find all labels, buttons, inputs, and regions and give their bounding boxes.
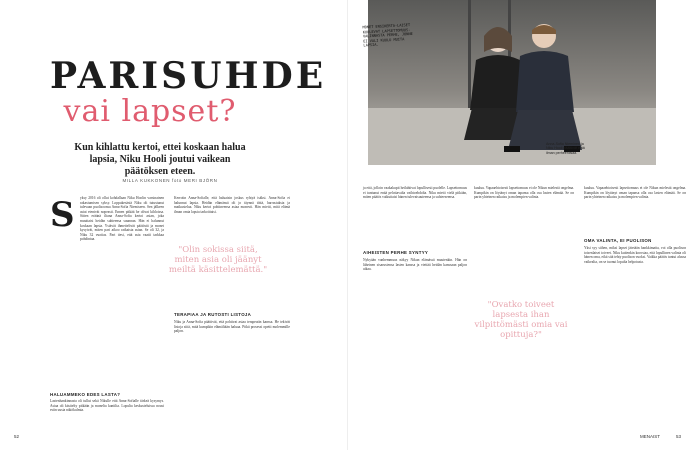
right-column-2-text: kuuluu. Vapaaehtoisesti lapsettomuus ei ole Nikun mielestä ongelma. Kumpikin on löytänyt oman tapansa olla osa lasten elämää. Se on parin yhteinen ratkaisu ja molempien valinta.	[474, 186, 574, 200]
subhead-left-2: TERAPIAA JA RUTOSTI LISTOJA	[174, 312, 252, 317]
headline-line2: vai lapset?	[63, 94, 237, 129]
left-column-1-intro: yksy 2016 oli ollut kohdallaan Niku Hoolin varsinainen rakastumisen syksy. Loppukesästä Niku oli tutustunut tulevaan puolisoonsa Anna-Sofia Niemiseen. Sen jälkeen asiat etenivät nopeasti. Ennen pitkää he olivat kihloissa. Sitten eräänä iltana Anna-Sofia kertoi asian, joka muuttaisi heidän suhteensa suunnan. Hän ei halunnut koskaan lapsia. Ystävät ihmettelivät päätöstä ja monet kysyivät, miten pari aikoo ratkaista asian. Se oli 32, ja Niku 32 vuotias. Pari tiesi, että asia vaatii tarkkaa pohdintaa.	[80, 196, 164, 242]
byline: MILLA KUKKONEN foto MERI BJÖRN	[122, 178, 218, 183]
subhead-right-2: OMA VALINTA, EI PUOLISON	[584, 238, 652, 243]
subhead-left: HALUAMMEKO EDES LASTA?	[50, 392, 121, 397]
pull-quote-right: "Ovatko toiveet lapsesta ihan vilpittömästi omia vai opittuja?"	[474, 300, 568, 340]
right-column-3-intro: kuuluu. Vapaaehtoisesti lapsettomuus ei ole Nikun mielestä ongelma. Kumpikin on löytänyt oman tapansa olla osa lasten elämää. Se on parin yhteinen ratkaisu ja molempien valinta.	[584, 186, 686, 200]
right-column-1-text: ja että, jolloin vaakakupit heilahtivat lopullisesti puolelle. Lapsettomuus ei tuntunut enää pelottavalta vaihtoehdolta. Niku mietti vielä pitkään, miten päätös vaikuttaisi hänen tulevaisuuteensa ja suhteeseensa.	[363, 186, 467, 200]
pull-quote-left: "Olin sokissa siitä, miten asia oli jäänyt meiltä käsittelemättä."	[168, 245, 268, 275]
folio-right: 53	[676, 434, 682, 439]
left-column-2-text: Kerrotin Anna-Sofialle, että haluaisin joskus ryhtyä isäksi. Anna-Sofia ei halunnut lapsia. Heidän elämänsä oli jo täynnä töitä, harrastuksia ja matkustelua. Niku kertoi pohtineensa asiaa monesti. Hän mietti, mitä elämä ilman omia lapsia tarkoittaisi.	[174, 196, 290, 214]
page-gutter	[347, 0, 348, 450]
left-column-2-end: Niku ja Anna-Sofia päättivät, että pohtivat asiaa terapeutin kanssa. He tekivät listoja siitä, mitä kumpikin elämältään haluaa. Pitkä prosessi opetti molemmille paljon.	[174, 320, 290, 334]
lead-paragraph: Kun kihlattu kertoi, ettei koskaan halua lapsia, Niku Hooli joutui vaikean päätöksen eteen.	[74, 142, 246, 177]
folio-left: 52	[14, 434, 20, 439]
left-column-1-end: Lastenhankinnasta oli tullut sekä Nikulle että Anna-Sofialle tärkeä kysymys. Asiaa oli käsitelty pitkään ja monelta kantilta. Lopulta keskusteluissa nousi esiin uusia näkökulmia.	[50, 399, 164, 413]
dropcap: S	[50, 195, 75, 235]
subhead-right: AIHEISTEN PERHE SYNTYY	[363, 250, 429, 255]
handwritten-note: MONET ENSIKERTA-LAISET KUULEVAT LAPSETTOMUUS-VALINNASTA PERHE, JONNE EI VALI KUULU MUITA LAPSIA.	[362, 22, 413, 48]
photo-caption: Anna-Sofia Nieminen ja Niku Hooli päättivät elää ilman perheenlisää.	[546, 142, 585, 155]
right-column-3-text: Yksi syy siihen, miksi lapset jätetään hankkimatta, voi olla puolison toisenlaiset toiveet. Niku kuitenkin korostaa, että lopullinen valinta oli hänen oma, eikä sitä tehty puolison vuoksi. Vaikka päätös tuntui alussa vaikealta, on se tuonut lopulta helpotusta.	[584, 246, 686, 264]
folio-right-label: MENAIST	[640, 434, 661, 439]
headline-line1: PARISUHDE	[50, 55, 327, 97]
right-column-1-end: Nykyään vanhemmuus näkyy Nikun elämässä muutenkin. Hän on läheinen sisarustensa lasten kanssa ja viettää heidän kanssaan paljon aikaa.	[363, 258, 467, 272]
